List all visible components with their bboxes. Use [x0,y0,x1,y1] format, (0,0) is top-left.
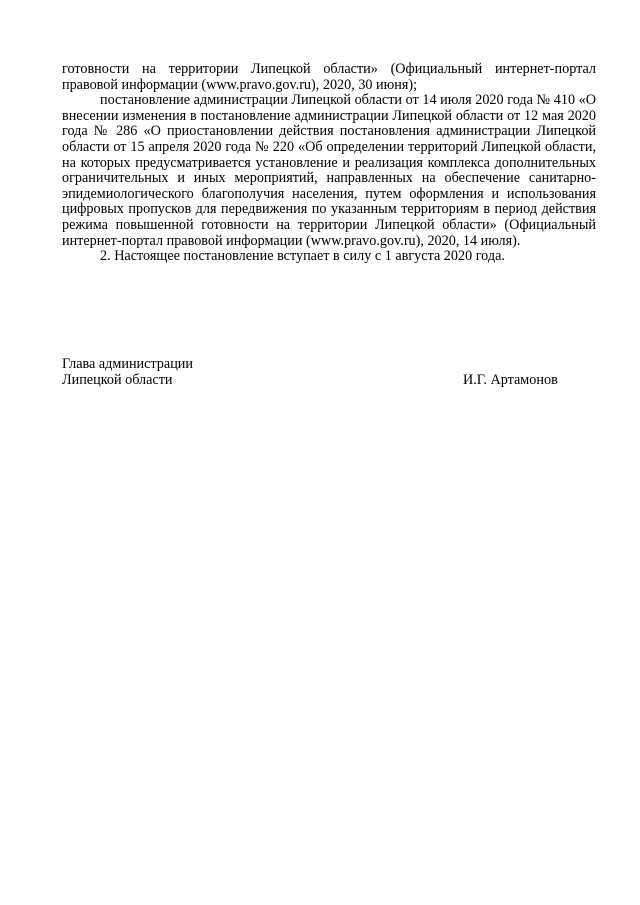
paragraph-resolution-410: постановление администрации Липецкой области от 14 июля 2020 года № 410 «О внесении изменения в постановление администрации Липецкой области от 12 мая 2020 года № 286 «О приостановлении действия постановления администрации Липецкой области от 15 апреля 2020 года № 220 «Об определении территорий Липецкой области, на которых предусматривается установление и реализация комплекса дополнительных ограничительных и иных мероприятий, направленных на обеспечение санитарно-эпидемиологического благополучия населения, путем оформления и использования цифровых пропусков для передвижения по указанным территориям в период действия режима повышенной готовности на территории Липецкой области» (Официальный интернет-портал правовой информации (www.pravo.gov.ru), 2020, 14 июля). [62,92,596,249]
paragraph-effective-date: 2. Настоящее постановление вступает в силу с 1 августа 2020 года. [100,248,505,265]
paragraph-continuation: готовности на территории Липецкой области» (Официальный интернет-портал правовой информации (www.pravo.gov.ru), 2020, 30 июня); [62,61,596,93]
signature-title-line-2: Липецкой области [62,371,173,388]
document-body [62,62,596,265]
signature-row-1 [62,357,596,373]
signature-block [62,357,596,388]
signatory-name: И.Г. Артамонов [463,371,558,388]
signature-title-line-1: Глава администрации [62,356,193,372]
signature-row-2 [62,373,596,389]
